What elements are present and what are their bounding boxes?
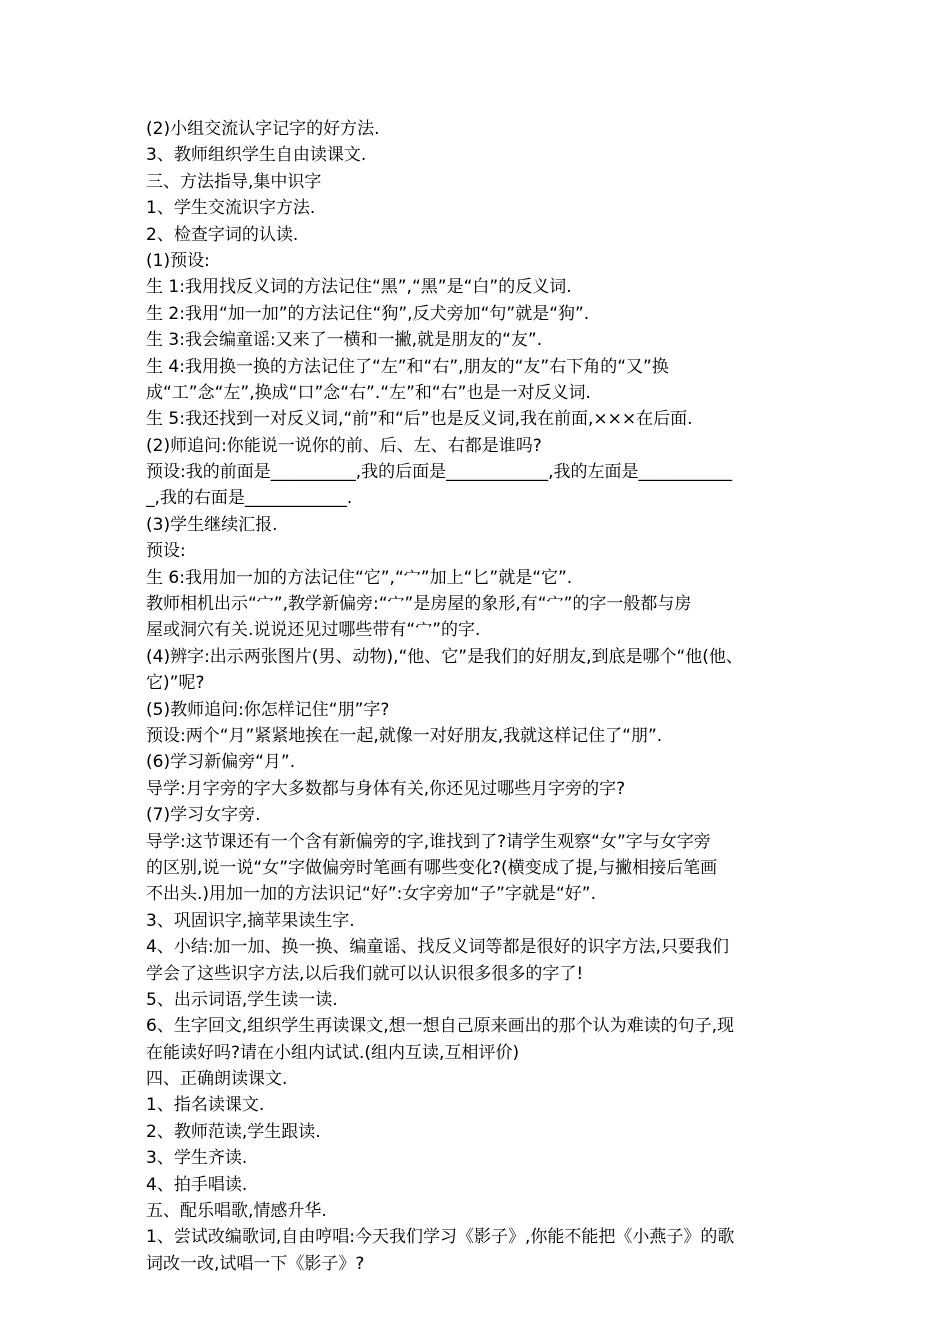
- document-page: [146, 116, 818, 1277]
- text-line: 导学:月字旁的字大多数都与身体有关,你还见过哪些月字旁的字?: [146, 778, 626, 799]
- text-line: 3、教师组织学生自由读课文.: [146, 145, 367, 166]
- text-line: 不出头.)用加一加的方法识记“好”:女字旁加“子”字就是“好”.: [146, 884, 597, 905]
- text-line: 生 6:我用加一加的方法记住“它”,“宀”加上“匕”就是“它”.: [146, 567, 573, 588]
- text-line: 预设:两个“月”紧紧地挨在一起,就像一对好朋友,我就这样记住了“朋”.: [146, 725, 663, 746]
- section-heading: 四、正确朗读课文.: [146, 1069, 288, 1090]
- text-line: 预设:我的前面是__________,我的后面是____________,我的左面是___________: [146, 462, 733, 483]
- text-line: 2、教师范读,学生跟读.: [146, 1121, 321, 1142]
- text-line: 成“工”念“左”,换成“口”念“右”.“左”和“右”也是一对反义词.: [146, 382, 591, 403]
- text-line: 它)”呢?: [146, 673, 205, 694]
- text-line: 生 3:我会编童谣:又来了一横和一撇,就是朋友的“友”.: [146, 330, 543, 351]
- text-line: (3)学生继续汇报.: [146, 514, 278, 535]
- section-heading: 三、方法指导,集中识字: [146, 171, 322, 192]
- text-line: 教师相机出示“宀”,教学新偏旁:“宀”是房屋的象形,有“宀”的字一般都与房: [146, 594, 692, 615]
- text-line: 4、拍手唱读.: [146, 1174, 248, 1195]
- text-line: (4)辨字:出示两张图片(男、动物),“他、它”是我们的好朋友,到底是哪个“他(他、: [146, 646, 743, 667]
- text-line: 导学:这节课还有一个含有新偏旁的字,谁找到了?请学生观察“女”字与女字旁: [146, 831, 711, 852]
- text-line: 1、指名读课文.: [146, 1095, 265, 1116]
- text-line: 3、巩固识字,摘苹果读生字.: [146, 910, 355, 931]
- text-line: 词改一改,试唱一下《影子》?: [146, 1253, 365, 1274]
- text-line: _,我的右面是____________.: [146, 488, 353, 509]
- text-line: 4、小结:加一加、换一换、编童谣、找反义词等都是很好的识字方法,只要我们: [146, 937, 729, 958]
- text-line: 5、出示词语,学生读一读.: [146, 989, 338, 1010]
- text-line: (7)学习女字旁.: [146, 805, 261, 826]
- text-line: 生 1:我用找反义词的方法记住“黑”,“黑”是“白”的反义词.: [146, 277, 572, 298]
- text-line: 在能读好吗?请在小组内试试.(组内互读,互相评价): [146, 1042, 520, 1063]
- text-line: 2、检查字词的认读.: [146, 224, 299, 245]
- text-line: 生 2:我用“加一加”的方法记住“狗”,反犬旁加“句”就是“狗”.: [146, 303, 590, 324]
- text-line: 生 5:我还找到一对反义词,“前”和“后”也是反义词,我在前面,×××在后面.: [146, 409, 693, 430]
- text-line: (2)小组交流认字记字的好方法.: [146, 119, 380, 139]
- section-heading: 五、配乐唱歌,情感升华.: [146, 1201, 327, 1222]
- text-line: (5)教师追问:你怎样记住“朋”字?: [146, 699, 390, 720]
- text-line: 1、学生交流识字方法.: [146, 198, 316, 219]
- text-line: (6)学习新偏旁“月”.: [146, 752, 296, 773]
- text-line: (2)师追问:你能说一说你的前、后、左、右都是谁吗?: [146, 435, 542, 456]
- text-line: 预设:: [146, 541, 186, 562]
- text-line: 1、尝试改编歌词,自由哼唱:今天我们学习《影子》,你能不能把《小燕子》的歌: [146, 1227, 735, 1248]
- text-line: 的区别,说一说“女”字做偏旁时笔画有哪些变化?(横变成了提,与撇相接后笔画: [146, 857, 718, 878]
- text-line: 3、学生齐读.: [146, 1148, 248, 1169]
- text-line: 屋或洞穴有关.说说还见过哪些带有“宀”的字.: [146, 620, 481, 641]
- text-line: 学会了这些识字方法,以后我们就可以认识很多很多的字了!: [146, 963, 584, 984]
- text-line: (1)预设:: [146, 250, 210, 271]
- text-line: 6、生字回文,组织学生再读课文,想一想自己原来画出的那个认为难读的句子,现: [146, 1016, 735, 1037]
- text-line: 生 4:我用换一换的方法记住了“左”和“右”,朋友的“友”右下角的“又”换: [146, 356, 669, 377]
